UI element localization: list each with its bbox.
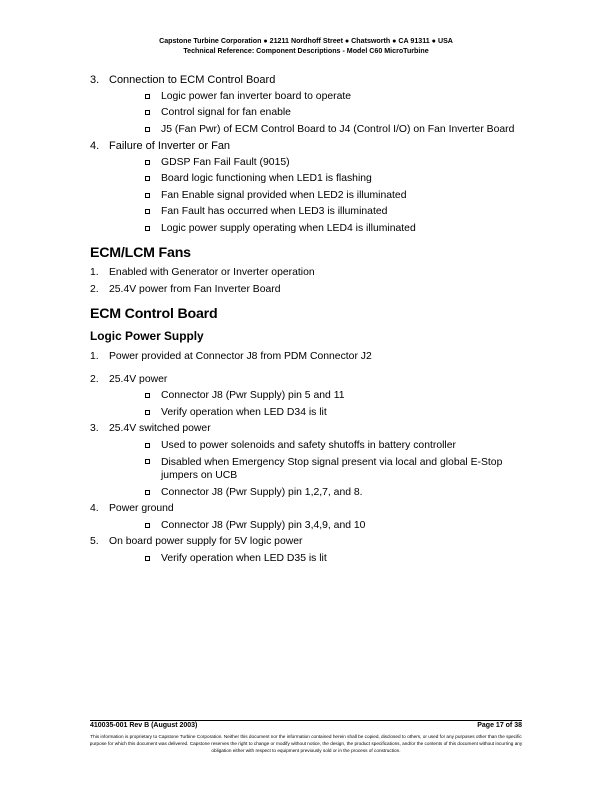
bullet-text: J5 (Fan Pwr) of ECM Control Board to J4 (Control I/O) on Fan Inverter Board (161, 123, 515, 135)
checkbox-bullet-icon (145, 523, 150, 528)
list-text: 25.4V switched power (109, 423, 211, 434)
list-number: 5. (90, 536, 99, 547)
checkbox-bullet-icon (145, 226, 150, 231)
list-number: 4. (90, 503, 99, 514)
checkbox-bullet-icon (145, 490, 150, 495)
bullet-text: Connector J8 (Pwr Supply) pin 1,2,7, and 8. (161, 486, 363, 498)
list-number: 2. (90, 283, 99, 295)
list-item (90, 534, 530, 551)
bullet-item (90, 551, 530, 568)
list-text: 25.4V power from Fan Inverter Board (109, 283, 281, 295)
checkbox-bullet-icon (145, 556, 150, 561)
bullet-text: Verify operation when LED D35 is lit (161, 552, 327, 564)
page-content (90, 72, 530, 567)
checkbox-bullet-icon (145, 127, 150, 132)
checkbox-bullet-icon (145, 176, 150, 181)
bullet-text: Disabled when Emergency Stop signal present via local and global E-Stop jumpers on UCB (161, 456, 503, 481)
list-item (90, 282, 530, 299)
section-heading-ecm-control-board: ECM Control Board (90, 306, 218, 322)
checkbox-bullet-icon (145, 110, 150, 115)
checkbox-bullet-icon (145, 193, 150, 198)
bullet-text: Board logic functioning when LED1 is flashing (161, 173, 372, 184)
bullet-item (90, 485, 530, 502)
list-item (90, 501, 530, 518)
checkbox-bullet-icon (145, 393, 150, 398)
bullet-text: Used to power solenoids and safety shutoffs in battery controller (161, 439, 456, 451)
bullet-item (90, 204, 530, 221)
header-company-line: Capstone Turbine Corporation ● 21211 Nordhoff Street ● Chatsworth ● CA 91311 ● USA (159, 37, 453, 45)
bullet-item (90, 89, 530, 106)
list-text: Power provided at Connector J8 from PDM Connector J2 (109, 351, 372, 362)
footer-doc-id: 410035-001 Rev B (August 2003) (90, 722, 198, 729)
list-number: 2. (90, 373, 99, 385)
bullet-item (90, 456, 530, 483)
bullet-item (90, 105, 530, 122)
list-text: On board power supply for 5V logic power (109, 536, 303, 547)
list-number: 4. (90, 140, 100, 152)
list-text: 25.4V power (109, 373, 168, 385)
footer-disclaimer: This information is proprietary to Capstone Turbine Corporation. Neither this document nor the information contained herein shall be copied, disclosed to others, or used for any purposes other than the specific purpose for which this document was delivered. Capstone reserves the right to change or modify without notice, the design, the product specifications, and/or the contents of this document without incurring any obligation either with respect to equipment previously sold or in the process of construction. (89, 734, 523, 753)
list-number: 1. (90, 267, 99, 278)
section-heading-ecm-lcm-fans: ECM/LCM Fans (90, 245, 191, 261)
bullet-item (90, 188, 530, 205)
checkbox-bullet-icon (145, 410, 150, 415)
footer-divider (90, 720, 522, 721)
bullet-text: Control signal for fan enable (161, 107, 291, 118)
bullet-item (90, 171, 530, 188)
checkbox-bullet-icon (145, 160, 150, 165)
list-item (90, 138, 530, 155)
bullet-text: Logic power fan inverter board to operate (161, 90, 352, 102)
bullet-text: Logic power supply operating when LED4 is illuminated (161, 222, 416, 234)
bullet-text: Connector J8 (Pwr Supply) pin 3,4,9, and 10 (161, 519, 366, 531)
bullet-item (90, 438, 530, 455)
bullet-item (90, 518, 530, 535)
bullet-item (90, 221, 530, 238)
bullet-item (90, 388, 530, 405)
checkbox-bullet-icon (145, 443, 150, 448)
page-header (0, 36, 612, 56)
bullet-text: Fan Fault has occurred when LED3 is illuminated (161, 206, 388, 217)
bullet-item (90, 155, 530, 172)
list-text: Connection to ECM Control Board (109, 74, 276, 86)
bullet-text: Connector J8 (Pwr Supply) pin 5 and 11 (161, 390, 345, 401)
list-number: 3. (90, 423, 99, 434)
bullet-text: Verify operation when LED D34 is lit (161, 406, 327, 418)
list-item (90, 265, 530, 282)
checkbox-bullet-icon (145, 209, 150, 214)
bullet-text: Fan Enable signal provided when LED2 is illuminated (161, 189, 407, 201)
footer-page-number: Page 17 of 38 (477, 722, 522, 729)
list-text: Power ground (109, 503, 174, 514)
list-item (90, 421, 530, 438)
subsection-heading-logic-power-supply: Logic Power Supply (90, 329, 204, 343)
bullet-item (90, 405, 530, 422)
bullet-text: GDSP Fan Fail Fault (9015) (161, 156, 290, 168)
header-title-line: Technical Reference: Component Descriptions - Model C60 MicroTurbine (183, 47, 429, 55)
checkbox-bullet-icon (145, 94, 150, 99)
list-text: Failure of Inverter or Fan (109, 140, 231, 152)
list-item (90, 72, 530, 89)
list-text: Enabled with Generator or Inverter operation (109, 267, 315, 278)
bullet-item (90, 122, 530, 139)
list-item (90, 349, 530, 366)
list-item (90, 372, 530, 389)
list-number: 1. (90, 351, 99, 362)
checkbox-bullet-icon (145, 459, 150, 464)
list-number: 3. (90, 74, 100, 86)
